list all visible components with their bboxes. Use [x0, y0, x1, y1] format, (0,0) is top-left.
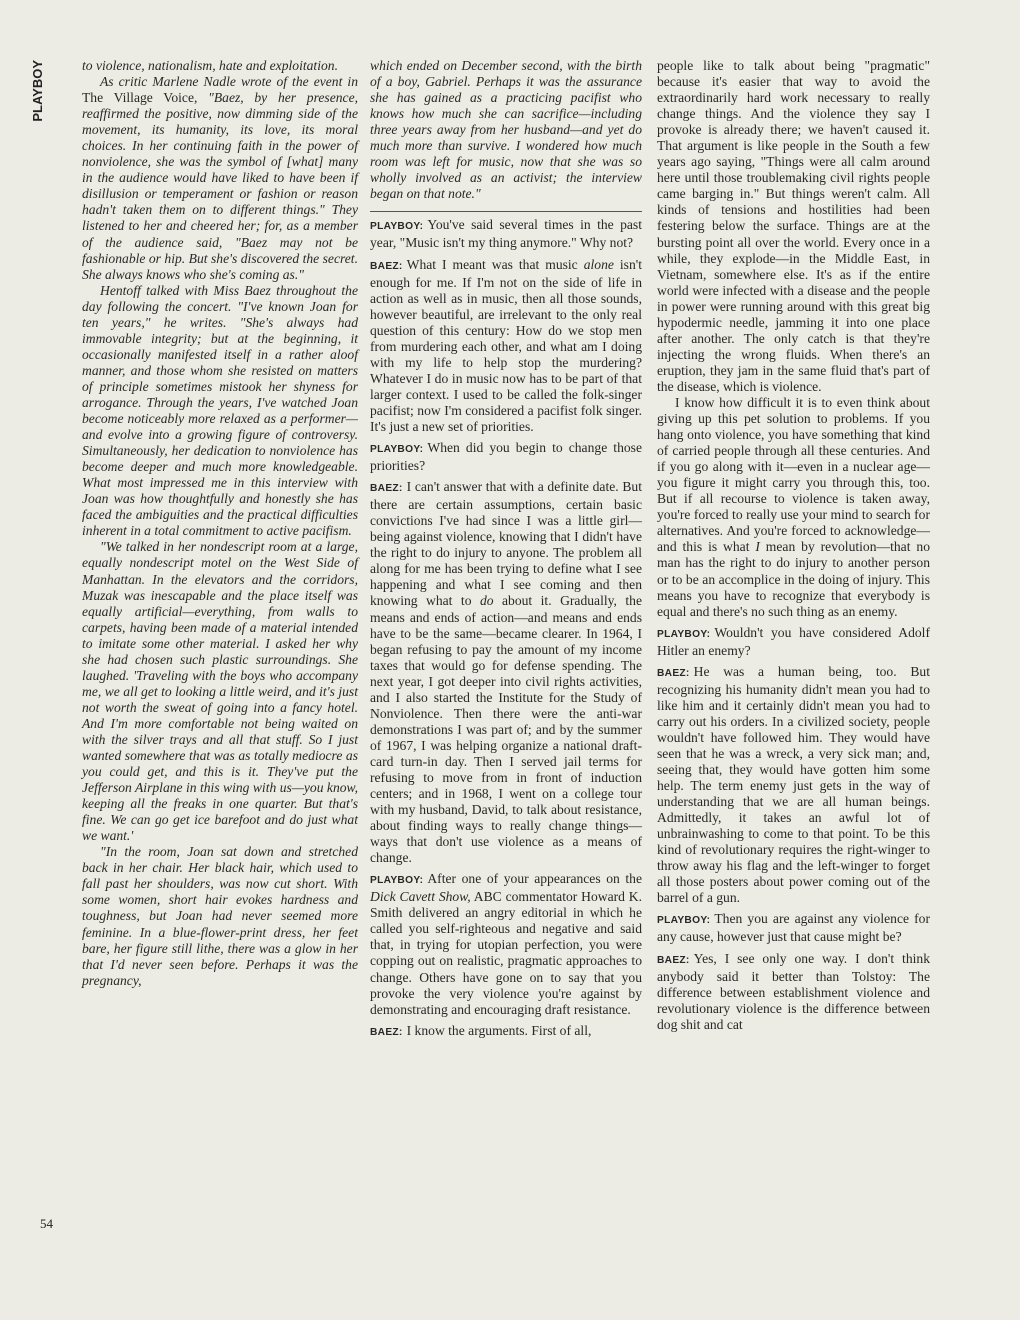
speaker-label: PLAYBOY: — [657, 628, 711, 640]
question: PLAYBOY: When did you begin to change those priorities? — [370, 440, 642, 474]
intro-paragraph: which ended on December second, with the birth of a boy, Gabriel. Perhaps it was the assurance she has gained as a practicing pacifist who knows how much she can sacrifice—including three years away from her husband—and yet do much more than survive. I wondered how much room was left for music, now that she was so wholly involved as an activist; the interview began on that note." — [370, 58, 642, 202]
question: PLAYBOY: Then you are against any violence for any cause, however just that cause might be? — [657, 911, 930, 945]
paragraph: Hentoff talked with Miss Baez throughout the day following the concert. "I've known Joan for ten years," he writes. "She's always had immovable integrity; but at the beginning, it occasionally manifested itself in a rather aloof manner, and those whom she resisted on matters of principle sometimes mistook her shyness for arrogance. Through the years, I've watched Joan become noticeably more relaxed as a performer—and evolve into a growing figure of controversy. Simultaneously, her dedication to nonviolence has become deeper and much more knowledgeable. What most impressed me in this interview with Joan was how thoughtfully and honestly she has faced the ambiguities and the practical difficulties inherent in a total commitment to active pacifism. — [82, 282, 358, 539]
column-1 — [82, 58, 358, 989]
paragraph: I know how difficult it is to even think about giving up this pet solution to problems. If you hang onto violence, you have something that kind of carried people through all these centuries. And if you go along with it—even in a nuclear age—you figure it might carry you through this, too. But if all recourse to violence is taken away, you're forced to really use your mind to search for alternatives. And you're forced to acknowledge—and this is what I mean by revolution—that no man has the right to do injury to another person or to be an accomplice in the doing of injury. This means you have to recognize that everybody is equal and there's no such thing as an enemy. — [657, 394, 930, 619]
speaker-label: PLAYBOY: — [370, 444, 424, 456]
speaker-label: PLAYBOY: — [657, 915, 711, 927]
speaker-label: BAEZ: — [657, 954, 690, 966]
speaker-label: BAEZ: — [657, 667, 690, 679]
question: PLAYBOY: After one of your appearances on the Dick Cavett Show, ABC commentator Howard K. Smith delivered an angry editorial in which he called you self-righteous and negative and said that, in trying for utopian perfection, you were copping out on realistic, pragmatic approaches to change. Others have gone on to say that you provoke the very violence you're against by demonstrating and encouraging draft resistance. — [370, 871, 642, 1017]
speaker-label: PLAYBOY: — [370, 875, 424, 887]
question: PLAYBOY: Wouldn't you have considered Adolf Hitler an enemy? — [657, 624, 930, 658]
magazine-side-label: PLAYBOY — [30, 60, 45, 122]
speaker-label: BAEZ: — [370, 260, 403, 272]
question: PLAYBOY: You've said several times in the past year, "Music isn't my thing anymore." Why not? — [370, 217, 642, 251]
answer: BAEZ: What I meant was that music alone isn't enough for me. If I'm not on the side of life in action as well as in music, then all those sounds, however beautiful, are irrelevant to the only real question of this century: How do we stop men from murdering each other, and what am I doing with my life to help stop the murdering? Whatever I do in music now has to be part of that larger context. I used to be called the folk-singer pacifist; now I'm considered a pacifist folk singer. It's just a new set of priorities. — [370, 256, 642, 434]
speaker-label: BAEZ: — [370, 1026, 403, 1038]
column-3 — [657, 58, 930, 1033]
page-number: 54 — [40, 1216, 53, 1231]
answer: BAEZ: I can't answer that with a definite date. But there are certain assumptions, certain basic convictions I've had since I was a little girl—being against violence, knowing that I didn't have the right to do injury to anyone. The problem all along for me has been trying to define what I see happening and what I see coming and then knowing what to do about it. Gradually, the means and ends of action—and means and ends have to be the same—became clearer. In 1964, I began refusing to pay the amount of my income taxes that would go for defense spending. The next year, I got deeper into civil rights activities, and I also started the Institute for the Study of Nonviolence. Then there were the anti-war demonstrations I was part of; and by the summer of 1967, I was helping organize a national draft-card turn-in day. Then I served jail terms for refusing to move from in front of induction centers; and in 1968, I went on a college tour with my husband, David, to talk about resistance, about finding ways to really change things—ways that don't use violence as a means of change. — [370, 479, 642, 866]
section-divider — [370, 211, 642, 212]
answer: BAEZ: I know the arguments. First of all, — [370, 1022, 592, 1038]
publication-name: The Village Voice, — [82, 90, 198, 106]
show-title: Dick Cavett Show, — [370, 889, 471, 905]
paragraph: "In the room, Joan sat down and stretched back in her chair. Her black hair, which used to fall past her shoulders, was now cut short. With some women, short hair evokes hardness and toughness, but Joan had never seemed more feminine. In a blue-flower-print dress, her feet bare, her figure still lithe, there was a glow in her that I'd never seen before. Perhaps it was the pregnancy, — [82, 844, 358, 988]
speaker-label: PLAYBOY: — [370, 221, 424, 233]
paragraph: As critic Marlene Nadle wrote of the event in The Village Voice, "Baez, by her presence, reaffirmed the positive, now dimming side of the movement, its humanity, its love, its moral choices. In her continuing faith in the power of nonviolence, she was the symbol of [what] many in the audience would have liked to have been if disillusion or temperament or fashion or reason hadn't taken them on to different things." They listened to her and cheered her; for, as a member of the audience said, "Baez may not be fashionable or hip. But she's discovered the secret. She always knows who she's coming as." — [82, 74, 358, 282]
paragraph: to violence, nationalism, hate and exploitation. — [82, 58, 338, 73]
paragraph: "We talked in her nondescript room at a large, equally nondescript motel on the West Side of Manhattan. In the elevators and the corridors, Muzak was inescapable and the place itself was equally artificial—everything, from walls to carpets, having been made of a material intended to imitate some other material. I asked her why she had chosen such plastic surroundings. She laughed. 'Traveling with the boys who accompany me, we all get to looking a little weird, and it's just not worth the sweat of going into a fancy hotel. And I'm more comfortable not being waited on with the silver trays and all that stuff. So I just wanted somewhere that was as totally mediocre as you could get, and this is it. They've put the Jefferson Airplane in this wing with us—you know, keeping all the freaks in one quarter. But that's fine. We can go get ice barefoot and do just what we want.' — [82, 539, 358, 844]
column-2 — [370, 58, 642, 1041]
answer: BAEZ: He was a human being, too. But recognizing his humanity didn't mean you had to like him and it certainly didn't mean you had to carry out his orders. In a civilized society, people wouldn't have followed him. They would have seen that he was a wreck, a very sick man; and, seeing that, they would have gotten him some help. The term enemy just gets in the way of understanding that we are all human beings. Admittedly, it takes an awful lot of unbrainwashing to come to that point. To be this kind of revolutionary requires the right-winger to throw away his flag and the left-winger to forget all those posters about power coming out of the barrel of a gun. — [657, 663, 930, 906]
speaker-label: BAEZ: — [370, 483, 403, 495]
answer: BAEZ: Yes, I see only one way. I don't think anybody said it better than Tolstoy: The difference between establishment violence and revolutionary violence is the difference between dog shit and cat — [657, 950, 930, 1032]
paragraph: people like to talk about being "pragmatic" because it's easier that way to avoid the extraordinarily hard work necessary to really change things. And the violence they say I provoke is already there; we haven't caused it. That argument is like people in the South a few years ago saying, "Things were all calm around here until those troublemaking civil rights people came barging in." But things weren't calm. All kinds of tensions and hostilities had been festering below the surface. Things are at the bursting point all over the world. Every once in a while, they explode—in the Middle East, in Vietnam, somewhere else. It's as if the entire world were infected with a disease and the people in power were running around with this great big hypodermic needle, jamming it into one place after another. The only catch is that they're injecting the wrong fluids. When there's an eruption, they jam in the same fluid that's part of the disease, which is violence. — [657, 58, 930, 394]
